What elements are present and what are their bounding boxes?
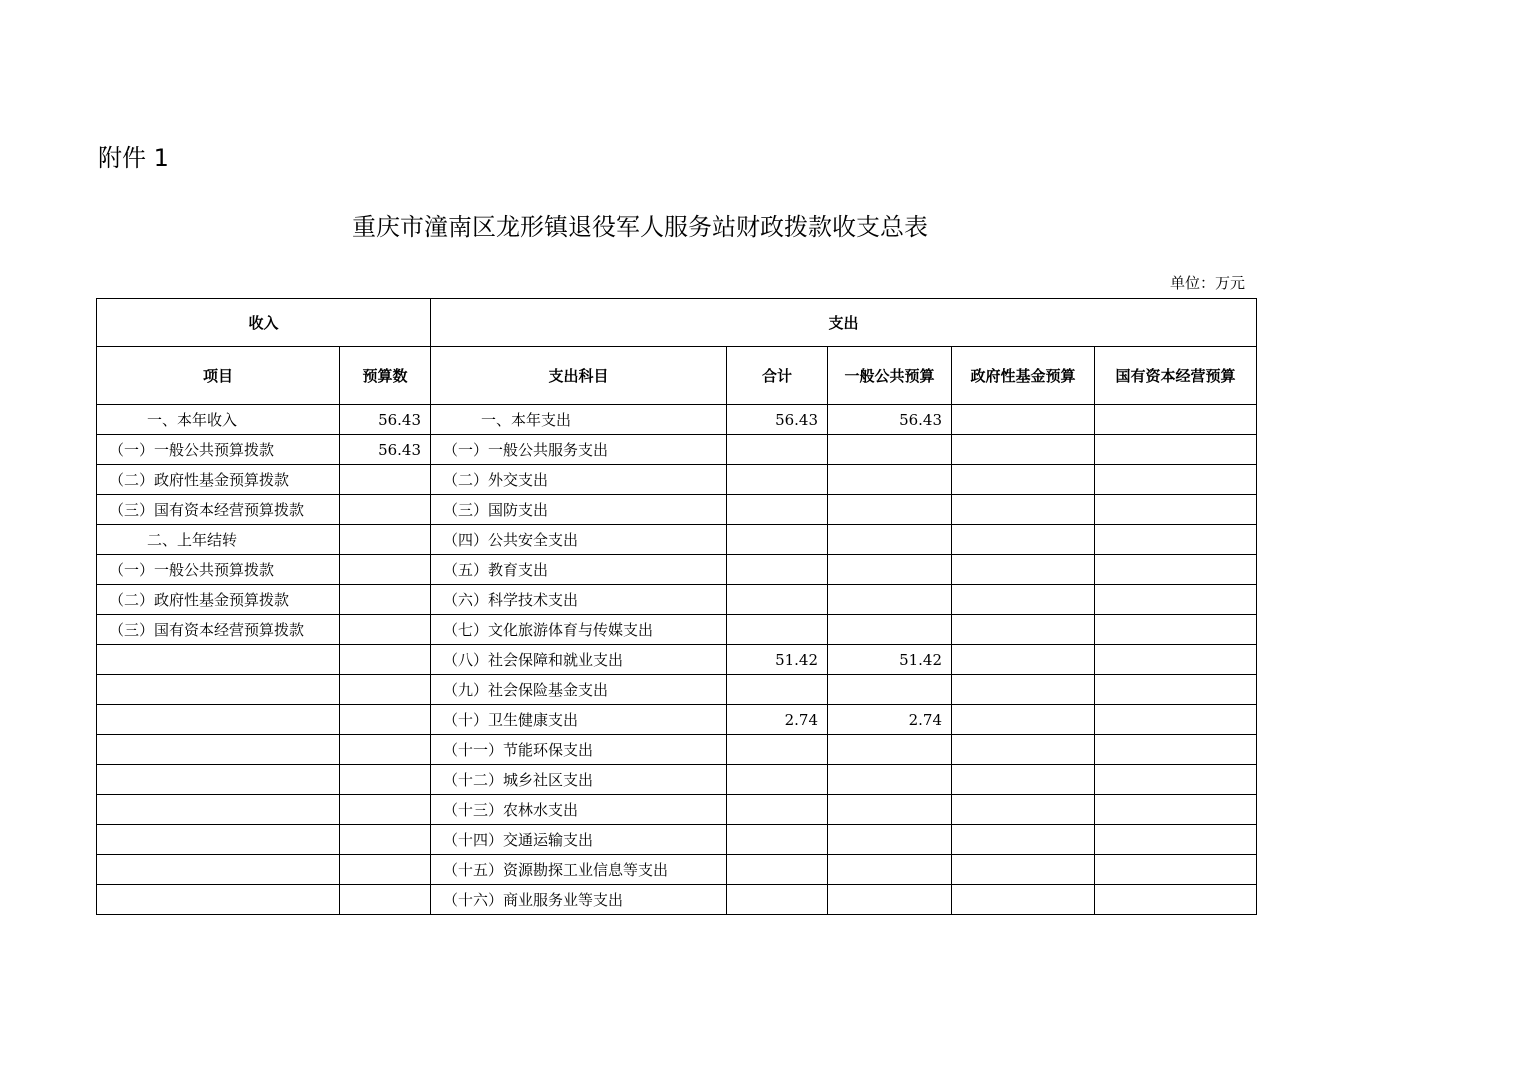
table-row [97,765,1257,795]
income-amount-cell [340,645,431,675]
gov-fund-cell [952,885,1095,915]
gov-fund-cell [952,405,1095,435]
income-item-cell: （一）一般公共预算拨款 [97,555,340,585]
table-row [97,885,1257,915]
gov-fund-cell [952,525,1095,555]
header-expenditure: 支出 [431,299,1257,347]
unit-label: 单位：万元 [1169,274,1245,292]
income-item-cell [97,735,340,765]
income-item-cell [97,765,340,795]
state-capital-cell [1095,795,1257,825]
state-capital-cell [1095,735,1257,765]
header-gov-fund-budget: 政府性基金预算 [952,347,1095,405]
exp-item-cell: 一、本年支出 [431,405,727,435]
income-item-cell: （二）政府性基金预算拨款 [97,465,340,495]
income-item-cell [97,885,340,915]
state-capital-cell [1095,405,1257,435]
income-item-cell: 一、本年收入 [97,405,340,435]
exp-item-cell: （一）一般公共服务支出 [431,435,727,465]
gov-fund-cell [952,735,1095,765]
income-amount-cell [340,465,431,495]
gov-fund-cell [952,675,1095,705]
table-header-group-row [97,299,1257,347]
total-cell [727,615,828,645]
income-item-cell: （三）国有资本经营预算拨款 [97,615,340,645]
header-total: 合计 [727,347,828,405]
gov-fund-cell [952,765,1095,795]
table-row [97,735,1257,765]
header-budget: 预算数 [340,347,431,405]
state-capital-cell [1095,495,1257,525]
income-item-cell: （二）政府性基金预算拨款 [97,585,340,615]
general-budget-cell [828,465,952,495]
table-row [97,645,1257,675]
exp-item-cell: （十一）节能环保支出 [431,735,727,765]
total-cell [727,855,828,885]
exp-item-cell: （七）文化旅游体育与传媒支出 [431,615,727,645]
state-capital-cell [1095,525,1257,555]
gov-fund-cell [952,615,1095,645]
state-capital-cell [1095,705,1257,735]
exp-item-cell: （四）公共安全支出 [431,525,727,555]
table-row [97,405,1257,435]
header-income: 收入 [97,299,431,347]
header-general-budget: 一般公共预算 [828,347,952,405]
general-budget-cell [828,615,952,645]
budget-summary-table [96,298,1257,915]
general-budget-cell [828,885,952,915]
income-amount-cell [340,705,431,735]
income-item-cell: 二、上年结转 [97,525,340,555]
table-row [97,435,1257,465]
exp-item-cell: （十六）商业服务业等支出 [431,885,727,915]
state-capital-cell [1095,435,1257,465]
total-cell [727,795,828,825]
income-amount-cell: 56.43 [340,435,431,465]
table-row [97,795,1257,825]
table-row [97,855,1257,885]
income-amount-cell [340,555,431,585]
general-budget-cell [828,675,952,705]
income-item-cell [97,855,340,885]
table-header-row [97,347,1257,405]
income-amount-cell [340,585,431,615]
exp-item-cell: （九）社会保险基金支出 [431,675,727,705]
table-row [97,525,1257,555]
income-amount-cell [340,735,431,765]
exp-item-cell: （二）外交支出 [431,465,727,495]
attachment-label: 附件 1 [98,144,169,172]
table-body [97,405,1257,915]
state-capital-cell [1095,855,1257,885]
page-title: 重庆市潼南区龙形镇退役军人服务站财政拨款收支总表 [352,213,928,241]
income-amount-cell [340,675,431,705]
income-amount-cell [340,765,431,795]
general-budget-cell [828,555,952,585]
income-item-cell [97,645,340,675]
gov-fund-cell [952,795,1095,825]
state-capital-cell [1095,675,1257,705]
income-item-cell: （三）国有资本经营预算拨款 [97,495,340,525]
general-budget-cell [828,765,952,795]
total-cell [727,465,828,495]
total-cell: 2.74 [727,705,828,735]
general-budget-cell: 56.43 [828,405,952,435]
income-amount-cell [340,825,431,855]
exp-item-cell: （十四）交通运输支出 [431,825,727,855]
total-cell [727,675,828,705]
state-capital-cell [1095,825,1257,855]
income-item-cell [97,825,340,855]
table-row [97,675,1257,705]
income-item-cell [97,705,340,735]
total-cell [727,765,828,795]
gov-fund-cell [952,645,1095,675]
exp-item-cell: （八）社会保障和就业支出 [431,645,727,675]
state-capital-cell [1095,585,1257,615]
table-row [97,555,1257,585]
total-cell [727,525,828,555]
state-capital-cell [1095,765,1257,795]
income-amount-cell [340,795,431,825]
income-amount-cell [340,615,431,645]
income-amount-cell [340,525,431,555]
general-budget-cell [828,495,952,525]
income-item-cell: （一）一般公共预算拨款 [97,435,340,465]
state-capital-cell [1095,555,1257,585]
general-budget-cell [828,825,952,855]
total-cell [727,435,828,465]
general-budget-cell [828,585,952,615]
gov-fund-cell [952,465,1095,495]
header-item: 项目 [97,347,340,405]
general-budget-cell: 2.74 [828,705,952,735]
income-amount-cell [340,855,431,885]
gov-fund-cell [952,495,1095,525]
state-capital-cell [1095,615,1257,645]
table-row [97,615,1257,645]
total-cell [727,495,828,525]
general-budget-cell: 51.42 [828,645,952,675]
gov-fund-cell [952,435,1095,465]
table-row [97,825,1257,855]
exp-item-cell: （十五）资源勘探工业信息等支出 [431,855,727,885]
exp-item-cell: （十二）城乡社区支出 [431,765,727,795]
total-cell [727,735,828,765]
exp-item-cell: （三）国防支出 [431,495,727,525]
gov-fund-cell [952,705,1095,735]
income-item-cell [97,675,340,705]
header-state-capital-budget: 国有资本经营预算 [1095,347,1257,405]
total-cell [727,825,828,855]
total-cell: 56.43 [727,405,828,435]
header-exp-subject: 支出科目 [431,347,727,405]
total-cell [727,885,828,915]
total-cell: 51.42 [727,645,828,675]
total-cell [727,555,828,585]
income-amount-cell: 56.43 [340,405,431,435]
general-budget-cell [828,525,952,555]
gov-fund-cell [952,585,1095,615]
table-row [97,495,1257,525]
income-amount-cell [340,885,431,915]
general-budget-cell [828,795,952,825]
exp-item-cell: （十三）农林水支出 [431,795,727,825]
gov-fund-cell [952,855,1095,885]
state-capital-cell [1095,465,1257,495]
gov-fund-cell [952,825,1095,855]
general-budget-cell [828,735,952,765]
total-cell [727,585,828,615]
exp-item-cell: （五）教育支出 [431,555,727,585]
income-item-cell [97,795,340,825]
general-budget-cell [828,855,952,885]
exp-item-cell: （六）科学技术支出 [431,585,727,615]
income-amount-cell [340,495,431,525]
table-row [97,465,1257,495]
state-capital-cell [1095,645,1257,675]
gov-fund-cell [952,555,1095,585]
table-row [97,585,1257,615]
state-capital-cell [1095,885,1257,915]
exp-item-cell: （十）卫生健康支出 [431,705,727,735]
table-row [97,705,1257,735]
general-budget-cell [828,435,952,465]
